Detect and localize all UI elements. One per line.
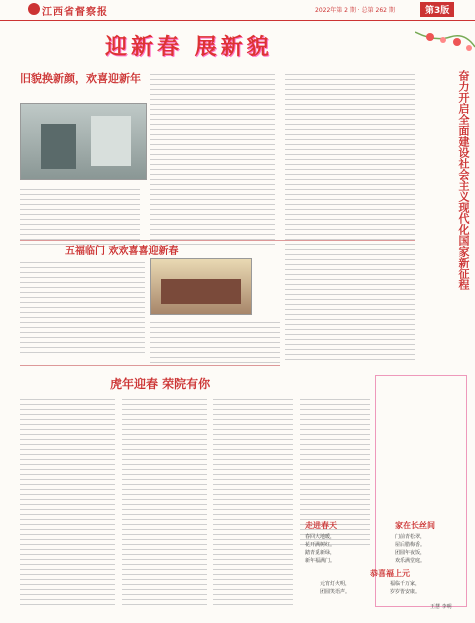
issue-info: 2022年第 2 期 · 总第 262 期 [315,7,395,14]
article-body-text [285,70,415,360]
poem-line: 团圆年夜饭， [395,550,426,556]
poem-line: 元宵灯火明， [320,581,351,587]
article-body-text [20,258,145,353]
poem-title: 家在长丝间 [395,521,435,530]
article-body-text [122,395,207,605]
article-title: 旧貌换新颜，欢喜迎新年 [20,72,141,85]
poem-line: 春回大地暖， [305,534,336,540]
article-body-text [150,70,275,245]
poem-title: 走进春天 [305,521,337,530]
article-photo [20,103,147,180]
byline: 王慧 李明 [430,604,452,610]
poem-line: 踏青觅新绿， [305,550,336,556]
poem-line: 团圆笑语声。 [320,589,351,595]
poem-line: 门前青松翠， [395,534,426,540]
poem-line: 欢乐满堂庭。 [395,558,426,564]
poem-line: 福临千万家， [390,581,421,587]
article-body-text [20,395,115,605]
poem-line: 岁岁皆安康。 [390,589,421,595]
poem-line: 新年福满门。 [305,558,336,564]
section-divider [20,365,280,366]
article-photo [150,258,252,315]
poem-title: 恭喜福上元 [370,569,410,578]
vertical-slogan: 奋力开启全面建设社会主义现代化国家新征程 [457,70,470,290]
article-body-text [20,185,140,245]
article-title: 五福临门 欢欢喜喜迎新春 [65,246,179,257]
masthead [0,0,475,21]
poem-line: 屋后腊梅香。 [395,542,426,548]
blossom-decoration-icon [415,22,475,72]
page-title: 迎新春 展新貌 [105,35,273,60]
section-divider [20,240,415,241]
poem-line: 花开满树红。 [305,542,336,548]
edition-badge: 第3版 [420,2,454,17]
article-body-text [150,318,280,363]
newspaper-logo-icon [28,3,40,15]
article-title: 虎年迎春 荣院有你 [110,377,211,391]
article-body-text [213,395,293,605]
paper-name: 江西省督察报 [42,7,108,18]
